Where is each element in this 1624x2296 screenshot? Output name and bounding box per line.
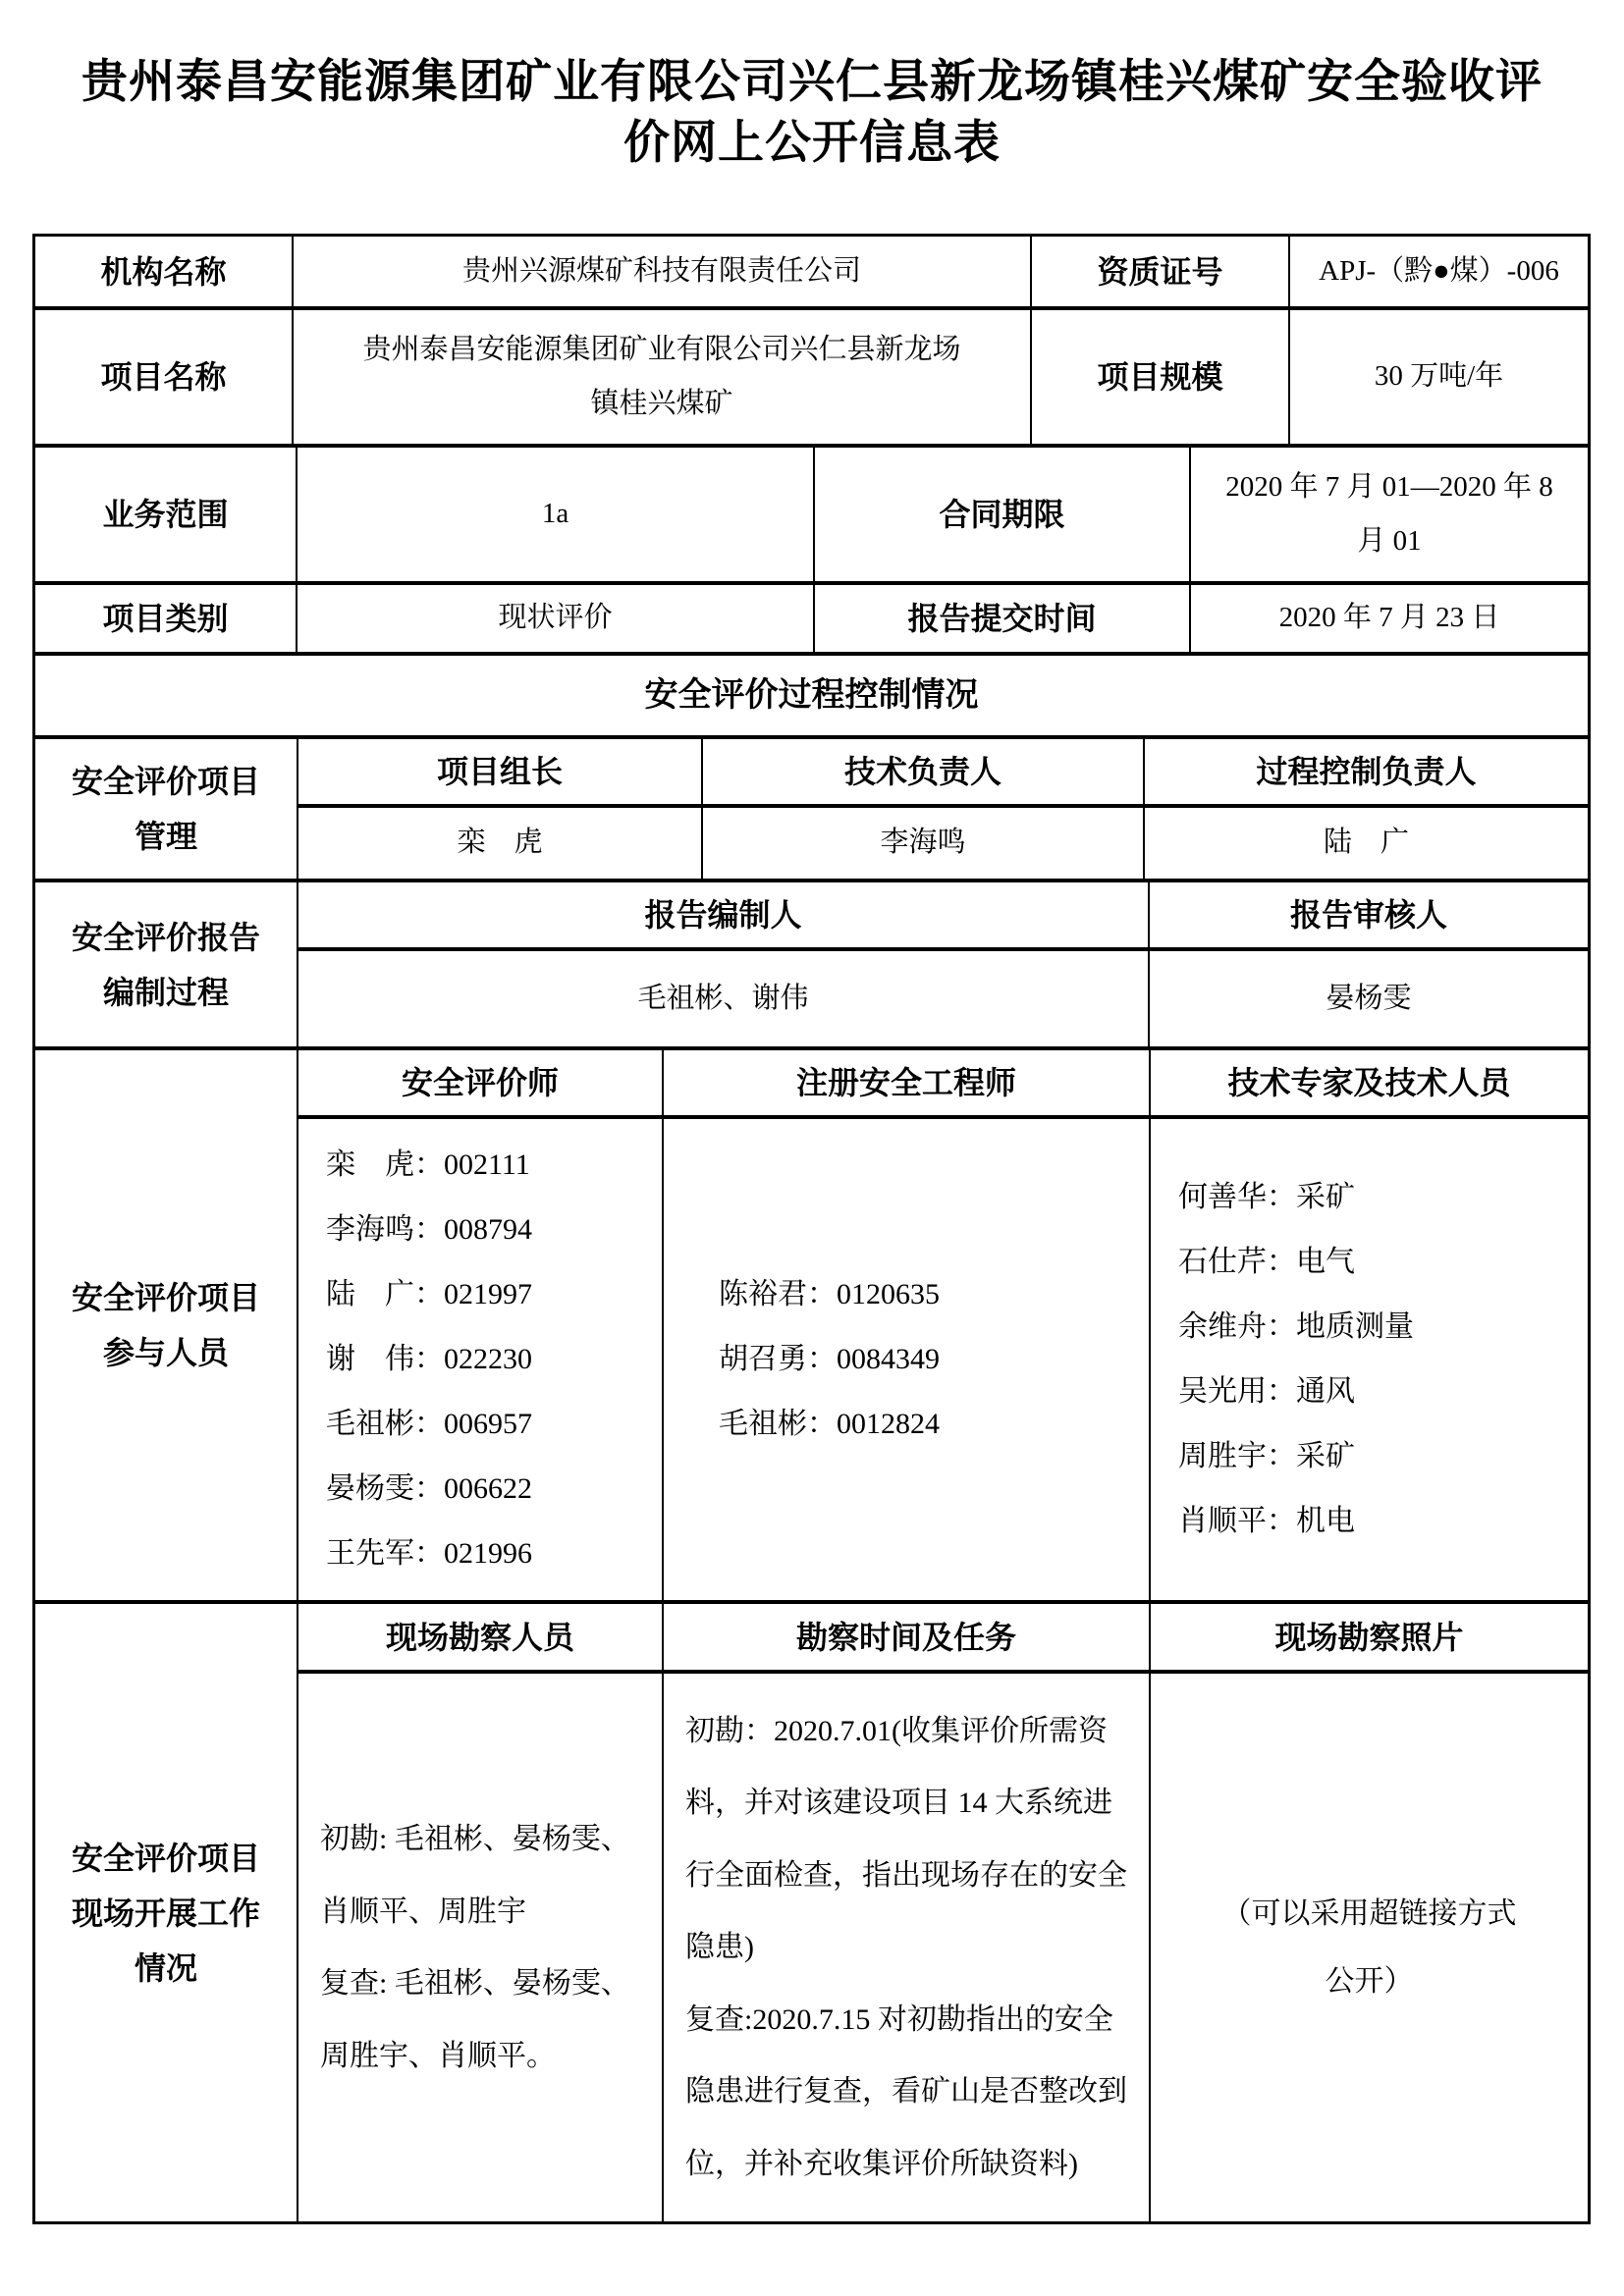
photos-note: （可以采用超链接方式公开） xyxy=(1221,1897,1517,1998)
process-control-section-title-row xyxy=(35,656,1588,739)
submit-time-value: 2020 年 7 月 23 日 xyxy=(1278,602,1500,634)
project-scale-value: 30 万吨/年 xyxy=(1374,360,1504,393)
list-item: 周胜宇：采矿 xyxy=(1178,1440,1355,1472)
table-row-org xyxy=(35,237,1588,310)
management-header-row xyxy=(298,739,1588,808)
list-item: 陈裕君：0120635 xyxy=(719,1278,940,1310)
site-work-label-line3: 情况 xyxy=(134,1949,197,1986)
site-work-header-tasks: 勘察时间及任务 xyxy=(664,1604,1151,1670)
evaluator-list xyxy=(298,1119,664,1600)
participants-header-evaluator: 安全评价师 xyxy=(298,1050,664,1115)
process-control-section-title xyxy=(35,656,1588,735)
compilation-value-row xyxy=(298,951,1588,1046)
list-item: 晏杨雯：006622 xyxy=(326,1472,532,1505)
management-label-line1: 安全评价项目 xyxy=(71,764,260,799)
list-item: 余维舟：地质测量 xyxy=(1178,1310,1414,1343)
site-work-section-body xyxy=(298,1604,1588,2221)
list-item: 何善华：采矿 xyxy=(1178,1181,1355,1213)
participants-section-label xyxy=(35,1050,298,1600)
management-section-body xyxy=(298,739,1588,879)
management-header-tech: 技术负责人 xyxy=(703,739,1145,804)
document-title-line2: 价网上公开信息表 xyxy=(623,116,1001,168)
management-section xyxy=(35,739,1588,882)
compilation-header-reviewer: 报告审核人 xyxy=(1289,897,1447,933)
compilation-label-line1: 安全评价报告 xyxy=(71,919,260,955)
management-value-leader: 栾 虎 xyxy=(298,808,703,879)
project-scale-label: 项目规模 xyxy=(1032,310,1290,444)
business-scope-label: 业务范围 xyxy=(35,448,298,581)
management-header-leader: 项目组长 xyxy=(298,739,703,804)
cert-no-label: 资质证号 xyxy=(1032,237,1290,306)
participants-section-body xyxy=(298,1050,1588,1600)
management-value-process: 陆 广 xyxy=(1323,827,1409,859)
contract-period-label: 合同期限 xyxy=(815,448,1191,581)
compilation-label-line2: 编制过程 xyxy=(102,974,229,1010)
participants-header-row xyxy=(298,1050,1588,1119)
site-work-header-surveyors: 现场勘察人员 xyxy=(298,1604,664,1670)
compilation-value-reviewer: 晏杨雯 xyxy=(1326,982,1412,1014)
participants-header-engineer: 注册安全工程师 xyxy=(664,1050,1151,1115)
list-item: 王先军：021996 xyxy=(326,1537,532,1570)
cert-no-value: APJ-（黔●煤）-006 xyxy=(1319,254,1559,287)
site-work-label-line2: 现场开展工作 xyxy=(71,1895,260,1931)
compilation-section-label xyxy=(35,882,298,1046)
surveyors-recheck: 复查: 毛祖彬、晏杨雯、周胜宇、肖顺平。 xyxy=(320,1967,630,2072)
site-work-content-row xyxy=(298,1674,1588,2221)
project-name-label: 项目名称 xyxy=(35,310,294,444)
site-work-header-row xyxy=(298,1604,1588,1674)
list-item: 李海鸣：008794 xyxy=(326,1213,532,1246)
project-name-value: 贵州泰昌安能源集团矿业有限公司兴仁县新龙场镇桂兴煤矿 xyxy=(294,310,1032,444)
compilation-section xyxy=(35,882,1588,1050)
site-work-header-photos: 现场勘察照片 xyxy=(1274,1619,1464,1655)
photos-cell xyxy=(1151,1674,1588,2221)
list-item: 吴光用：通风 xyxy=(1178,1375,1355,1408)
org-name-value: 贵州兴源煤矿科技有限责任公司 xyxy=(294,237,1032,306)
management-value-tech: 李海鸣 xyxy=(703,808,1145,879)
participants-header-expert: 技术专家及技术人员 xyxy=(1227,1065,1511,1100)
tasks-cell xyxy=(664,1674,1151,2221)
project-category-value: 现状评价 xyxy=(298,585,815,652)
list-item: 肖顺平：机电 xyxy=(1178,1505,1355,1537)
table-row-project xyxy=(35,310,1588,448)
info-table xyxy=(32,234,1591,2224)
document-title xyxy=(46,51,1578,173)
site-work-label-line1: 安全评价项目 xyxy=(71,1840,260,1876)
business-scope-value: 1a xyxy=(298,448,815,581)
list-item: 毛祖彬：0012824 xyxy=(719,1408,940,1440)
submit-time-label: 报告提交时间 xyxy=(815,585,1191,652)
expert-list xyxy=(1151,1119,1588,1600)
list-item: 毛祖彬：006957 xyxy=(326,1408,532,1440)
site-work-section-label xyxy=(35,1604,298,2221)
management-header-process: 过程控制负责人 xyxy=(1256,754,1477,789)
org-name-label: 机构名称 xyxy=(35,237,294,306)
management-label-line2: 管理 xyxy=(134,819,197,854)
list-item: 谢 伟：022230 xyxy=(326,1343,532,1375)
management-section-label xyxy=(35,739,298,879)
surveyors-cell xyxy=(298,1674,664,2221)
list-item: 石仕芹：电气 xyxy=(1178,1246,1355,1278)
tasks-recheck: 复查:2020.7.15 对初勘指出的安全隐患进行复查，看矿山是否整改到位，并补充收集评价所缺资料) xyxy=(685,2002,1127,2180)
participants-content-row xyxy=(298,1119,1588,1600)
site-work-section xyxy=(35,1604,1588,2221)
surveyors-initial: 初勘: 毛祖彬、晏杨雯、肖顺平、周胜宇 xyxy=(320,1823,630,1928)
compilation-value-writer: 毛祖彬、谢伟 xyxy=(298,951,1150,1046)
contract-period-value: 2020 年 7 月 01—2020 年 8 月 01 xyxy=(1225,470,1553,557)
compilation-header-writer: 报告编制人 xyxy=(298,882,1150,947)
participants-section xyxy=(35,1050,1588,1604)
process-control-section-title-text: 安全评价过程控制情况 xyxy=(644,675,979,714)
list-item: 胡召勇：0084349 xyxy=(719,1343,940,1375)
project-category-label: 项目类别 xyxy=(35,585,298,652)
table-row-category xyxy=(35,585,1588,656)
participants-label-line1: 安全评价项目 xyxy=(71,1280,260,1315)
list-item: 陆 广：021997 xyxy=(326,1278,532,1310)
compilation-section-body xyxy=(298,882,1588,1046)
management-value-row xyxy=(298,808,1588,879)
participants-label-line2: 参与人员 xyxy=(102,1335,229,1370)
engineer-list xyxy=(664,1119,1151,1600)
document-title-line1: 贵州泰昌安能源集团矿业有限公司兴仁县新龙场镇桂兴煤矿安全验收评 xyxy=(81,55,1543,107)
tasks-initial: 初勘：2020.7.01(收集评价所需资料，并对该建设项目 14 大系统进行全面检查，指出现场存在的安全隐患) xyxy=(685,1714,1127,1964)
table-row-scope xyxy=(35,448,1588,585)
compilation-header-row xyxy=(298,882,1588,951)
list-item: 栾 虎：002111 xyxy=(326,1148,530,1181)
